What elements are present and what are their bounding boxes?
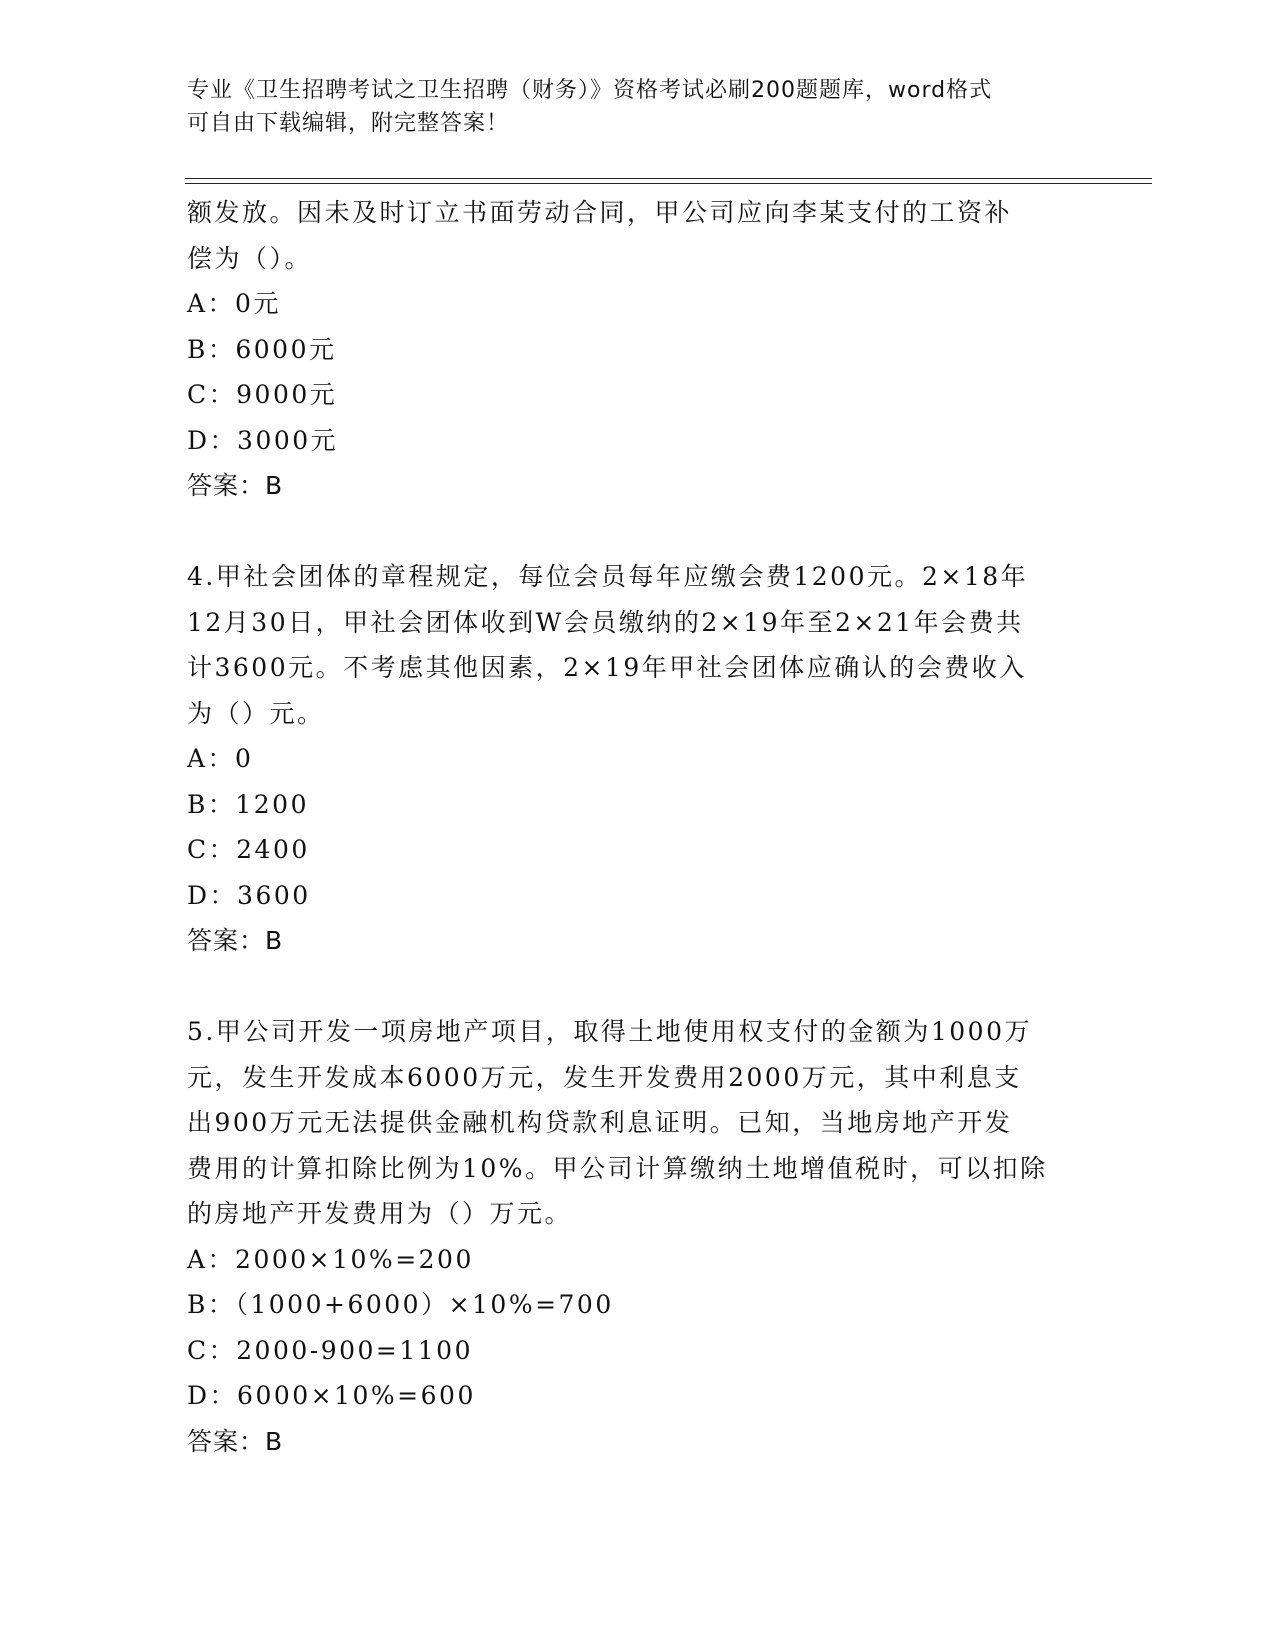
option-b: B：1200 (187, 789, 309, 819)
header-divider-top (185, 178, 1152, 179)
document-header (187, 74, 1087, 140)
question-stem-line: 4.甲社会团体的章程规定，每位会员每年应缴会费1200元。2×18年 (187, 562, 1029, 591)
option-a: A：2000×10%=200 (187, 1244, 474, 1274)
question-stem-line: 计3600元。不考虑其他因素，2×19年甲社会团体应确认的会费收入 (187, 653, 1027, 682)
option-a: A：0元 (187, 289, 281, 318)
question-3 (187, 190, 1087, 509)
header-divider-bottom (185, 183, 1152, 184)
answer-line: 答案：B (187, 926, 284, 955)
option-c: C：2000-900=1100 (187, 1335, 473, 1365)
spacer (187, 964, 1087, 1010)
spacer (187, 509, 1087, 555)
question-stem-line: 为（）元。 (187, 698, 325, 728)
question-stem-line: 偿为（）。 (187, 243, 313, 273)
question-stem-line: 出900万元无法提供金融机构贷款利息证明。已知，当地房地产开发 (187, 1108, 1013, 1137)
question-stem-line: 额发放。因未及时订立书面劳动合同，甲公司应向李某支付的工资补 (187, 198, 1013, 227)
answer-line: 答案：B (187, 1426, 284, 1456)
answer-line: 答案：B (187, 471, 284, 500)
option-a: A：0 (187, 744, 254, 773)
option-c: C：2400 (187, 835, 310, 864)
question-stem-line: 费用的计算扣除比例为10%。甲公司计算缴纳土地增值税时，可以扣除 (187, 1153, 1048, 1183)
option-b: B：6000元 (187, 334, 337, 364)
question-5 (187, 1009, 1087, 1464)
question-stem-line: 5.甲公司开发一项房地产项目，取得土地使用权支付的金额为1000万 (187, 1017, 1032, 1046)
option-d: D：6000×10%=600 (187, 1381, 476, 1410)
question-list (187, 190, 1087, 1464)
header-line-2: 可自由下载编辑，附完整答案！ (187, 111, 510, 136)
option-c: C：9000元 (187, 380, 338, 409)
header-line-1: 专业《卫生招聘考试之卫生招聘（财务）》资格考试必刷200题题库，word格式 (187, 78, 993, 103)
question-4 (187, 554, 1087, 964)
option-b: B：（1000+6000）×10%=700 (187, 1290, 614, 1319)
question-stem-line: 的房地产开发费用为（）万元。 (187, 1199, 573, 1228)
option-d: D：3600 (187, 880, 311, 910)
question-stem-line: 12月30日，甲社会团体收到W会员缴纳的2×19年至2×21年会费共 (187, 607, 1024, 637)
question-stem-line: 元，发生开发成本6000万元，发生开发费用2000万元，其中利息支 (187, 1062, 1022, 1092)
option-d: D：3000元 (187, 425, 339, 455)
